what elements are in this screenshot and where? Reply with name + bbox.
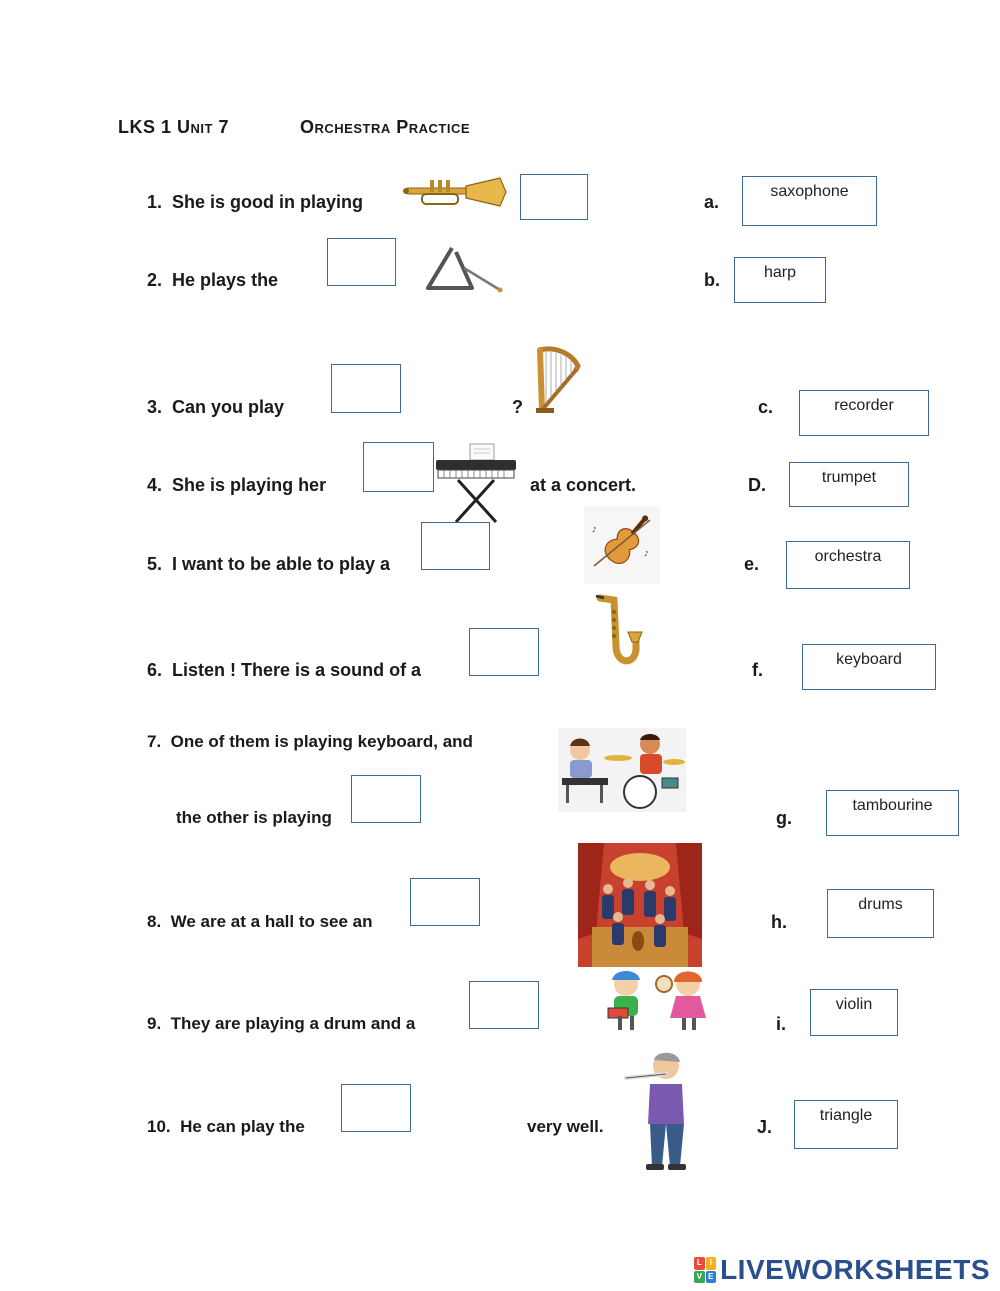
option-letter-g: g. <box>776 808 792 828</box>
trumpet-icon <box>402 176 510 212</box>
question-7: 7. One of them is playing keyboard, and <box>147 732 473 751</box>
question-6: 6. Listen ! There is a sound of a <box>147 660 422 680</box>
question-5: 5. I want to be able to play a <box>147 554 391 574</box>
option-letter-b: b. <box>704 270 720 290</box>
saxophone-icon <box>592 592 642 670</box>
tambourine-kids-icon <box>598 966 724 1036</box>
answer-box-2[interactable] <box>327 238 396 286</box>
answer-box-3[interactable] <box>331 364 401 413</box>
option-trumpet[interactable]: trumpet <box>789 462 909 507</box>
question-2: 2. He plays the <box>147 270 279 290</box>
option-violin[interactable]: violin <box>810 989 898 1036</box>
answer-box-8[interactable] <box>410 878 480 926</box>
keyboard-icon <box>434 442 518 524</box>
recorder-player-icon <box>622 1048 692 1172</box>
question-10-end: very well. <box>527 1117 604 1136</box>
answer-box-1[interactable] <box>520 174 588 220</box>
drummer-kids-icon <box>558 728 686 812</box>
answer-box-5[interactable] <box>421 522 490 570</box>
svg-text:♪: ♪ <box>644 550 649 558</box>
option-drums[interactable]: drums <box>827 889 934 938</box>
logo-text: LIVEWORKSHEETS <box>720 1254 990 1285</box>
answer-box-10[interactable] <box>341 1084 411 1132</box>
option-letter-i: i. <box>776 1014 787 1034</box>
option-letter-d: D. <box>748 475 766 495</box>
option-letter-e: e. <box>744 554 760 574</box>
option-letter-j: J. <box>757 1117 773 1137</box>
option-saxophone[interactable]: saxophone <box>742 176 877 226</box>
logo-mark-icon: L I V E <box>694 1257 716 1283</box>
option-letter-c: c. <box>758 397 774 417</box>
option-keyboard[interactable]: keyboard <box>802 644 936 690</box>
svg-text:♪: ♪ <box>592 526 597 534</box>
answer-box-4[interactable] <box>363 442 434 492</box>
orchestra-stage-icon <box>578 843 702 967</box>
question-10: 10. He can play the <box>147 1117 305 1136</box>
question-9: 9. They are playing a drum and a <box>147 1014 416 1033</box>
option-orchestra[interactable]: orchestra <box>786 541 910 589</box>
liveworksheets-logo <box>694 1255 990 1285</box>
question-3-end: ? <box>512 397 523 417</box>
option-tambourine[interactable]: tambourine <box>826 790 959 836</box>
question-4: 4. She is playing her <box>147 475 327 495</box>
question-7-line-2: the other is playing <box>176 808 332 827</box>
question-8: 8. We are at a hall to see an <box>147 912 373 931</box>
option-letter-h: h. <box>771 912 787 932</box>
worksheet-title-unit: LKS 1 Unit 7 <box>118 117 229 137</box>
answer-box-6[interactable] <box>469 628 539 676</box>
triangle-icon <box>424 244 504 296</box>
option-triangle[interactable]: triangle <box>794 1100 898 1149</box>
option-harp[interactable]: harp <box>734 257 826 303</box>
option-recorder[interactable]: recorder <box>799 390 929 436</box>
harp-icon <box>532 346 582 414</box>
option-letter-a: a. <box>704 192 720 212</box>
violin-icon <box>584 506 660 584</box>
answer-box-9[interactable] <box>469 981 539 1029</box>
option-letter-f: f. <box>752 660 763 680</box>
question-3: 3. Can you play <box>147 397 285 417</box>
question-1: 1. She is good in playing <box>147 192 364 212</box>
answer-box-7[interactable] <box>351 775 421 823</box>
question-4-end: at a concert. <box>530 475 637 495</box>
worksheet-title-topic: Orchestra Practice <box>300 117 471 137</box>
